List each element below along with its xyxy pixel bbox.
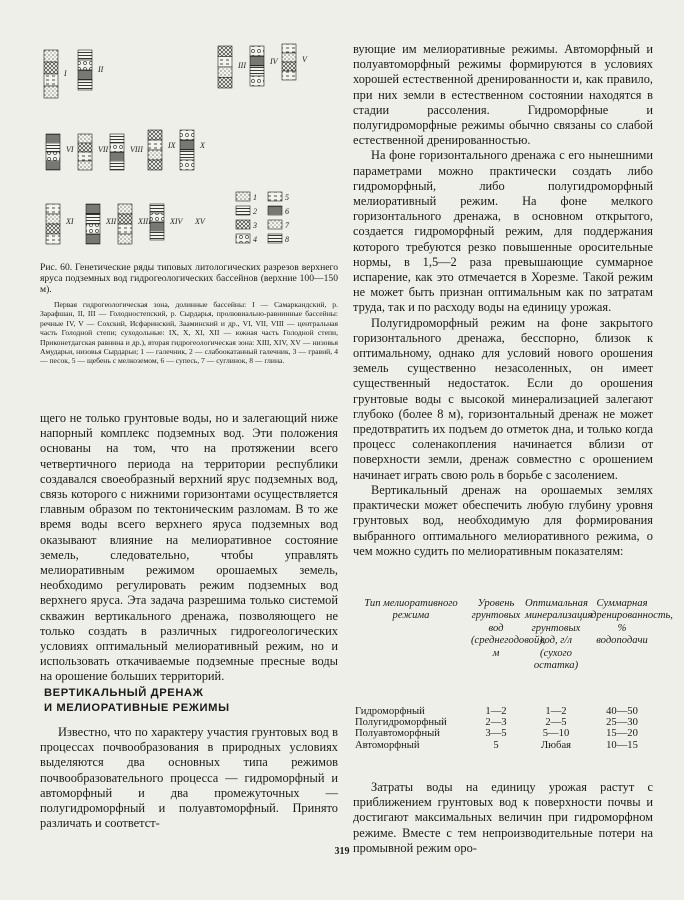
section-heading-line-1: ВЕРТИКАЛЬНЫЙ ДРЕНАЖ xyxy=(44,687,204,699)
lithology-layer xyxy=(44,62,58,74)
page-number: 319 xyxy=(334,846,350,857)
right-paragraph-1: вующие им мелиоративные режимы. Автоморфный и полуавтоморфный режимы формируются в условиях хорошей естественной дренированности и, как правило, при них земли в естественном состоянии находятся в стадии рассоления. Гидроморфные и полугидроморфные режимы обычно связаны со слабой естественной дренированностью. xyxy=(353,42,653,148)
lithology-layer xyxy=(180,150,194,160)
lithology-layer xyxy=(44,86,58,98)
left-paragraph-1: щего не только грунтовые воды, но и залегающий ниже напорный комплекс подземных вод. Эти положения основаны на том, что на протяжении всего четвертичного периода на территории республики создавался своеобразный верхний ярус подземных вод, связь которого с нижними горизонтами осуществляется главным образом по тектоническим разломам. В то же время воды всего верхнего яруса подземных вод оказывают влияние на мелиоративное состояние земель, следовательно, чтобы управлять мелиоративным режимом орошаемых земель, необходимо регулировать режим подземных вод верхнего яруса. Эта задача разрешима только системой скважин вертикального дренажа, позволяющего не только создать в различных гидрогеологических условиях оптимальный мелиоративный режим, но и использовать откачиваемые подземные пресные воды на орошение больших территорий. xyxy=(40,411,338,684)
table-cell: 3—5 xyxy=(485,728,507,740)
lithology-layer xyxy=(110,143,124,152)
table-row xyxy=(355,706,653,717)
lithology-layer xyxy=(46,224,60,234)
table-cell: Полуавтоморфный xyxy=(355,728,440,740)
lithology-layer xyxy=(250,66,264,76)
table-header-cell: Оптимальная минерализация грунтовых вод, г/л (сухого остатка) xyxy=(525,598,593,672)
column-label: XI xyxy=(66,217,74,226)
lithology-layer xyxy=(78,70,92,80)
column-label: I xyxy=(64,69,67,78)
left-column-text xyxy=(40,411,338,685)
column-label: III xyxy=(238,61,246,70)
column-label: VI xyxy=(66,145,74,154)
lithology-layer xyxy=(86,224,100,234)
lithology-layer xyxy=(110,152,124,161)
lithology-layer xyxy=(46,161,60,170)
column-label: VII xyxy=(98,145,109,154)
table-header xyxy=(355,598,673,706)
lithology-layer xyxy=(150,222,164,231)
column-label: XIII xyxy=(138,217,151,226)
lithology-layer xyxy=(46,152,60,161)
column-label: IV xyxy=(270,57,278,66)
lithology-layer xyxy=(110,161,124,170)
lithology-layer xyxy=(46,204,60,214)
figure-legend-text: Первая гидрогеологическая зона, долинные бассейны: I — Самаркандский, р. Зарафшан, II, III — Голодностепский, р. Сырдарья, пролювиально-равнинные бассейны: речные IV, V — Сохский, Исфаринский, Зааминский и др., VI, VII, VIII — центральная часть Голодной степи; суходольные: IX, X, XI, XII — южная часть Голодной степи, Приконетдагская равнина и др.), вторая гидрогеологическая зона: XIII, XIV, XV — низовья Амударьи, низовья Сырдарьи; 1 — галечник, 2 — слабоокатанный галечник, 3 — гравий, 4 — песок, 5 — щебень с мелкоземом, 6 — супесь, 7 — суглинок, 8 — глина. xyxy=(40,300,338,366)
table-cell: 40—50 xyxy=(606,706,638,717)
column-label: VIII xyxy=(130,145,143,154)
column-label: XIV xyxy=(170,217,183,226)
lithology-layer xyxy=(118,214,132,224)
right-paragraph-5: Затраты воды на единицу урожая растут с приближением грунтовых вод к поверхности почвы и достигают максимальных величин при гидроморфном режиме. Вместе с тем непроизводительные потери на промывной режим оро- xyxy=(353,780,653,855)
column-label: XII xyxy=(106,217,117,226)
lithology-layer xyxy=(148,160,162,170)
legend-number: 2 xyxy=(253,207,257,216)
lithology-layer xyxy=(180,160,194,170)
lithology-layer xyxy=(180,130,194,140)
legend-swatch xyxy=(268,192,282,201)
lithology-layer xyxy=(118,234,132,244)
legend-swatch xyxy=(236,234,250,243)
lithology-layer xyxy=(148,140,162,150)
lithology-layer xyxy=(78,152,92,161)
lithology-layer xyxy=(150,204,164,213)
right-column-text xyxy=(353,42,653,559)
lithology-layer xyxy=(86,204,100,214)
caption-title: Рис. 60. Генетические ряды типовых литологических разрезов верхнего яруса подземных вод гидрогеологических бассейнов (верхние 100—150 м). xyxy=(40,262,338,295)
table-cell: 2—3 xyxy=(485,717,507,729)
legend-number: 5 xyxy=(285,193,289,202)
lithology-layer xyxy=(282,71,296,80)
lithology-layer xyxy=(78,50,92,60)
table-cell: 10—15 xyxy=(606,739,638,751)
lithology-layer xyxy=(78,134,92,143)
right-paragraph-4: Вертикальный дренаж на орошаемых землях практически может обеспечить любую глубину уровня грунтовых вод, необходимую для формирования выбранного оптимального мелиоративного режима, о чем можно судить по мелиоративным показателям: xyxy=(353,482,653,558)
table-cell: 1—2 xyxy=(485,706,507,717)
legend-swatch xyxy=(268,234,282,243)
lithology-layer xyxy=(148,150,162,160)
figure-lithology-columns xyxy=(40,42,338,262)
section-heading xyxy=(44,686,338,715)
legend-number: 3 xyxy=(253,221,257,230)
lithology-layer xyxy=(218,78,232,89)
table-row xyxy=(355,740,653,751)
lithology-layer xyxy=(282,53,296,62)
table-row xyxy=(355,728,653,739)
melioration-regimes-table xyxy=(355,598,673,751)
legend-swatch xyxy=(268,206,282,215)
lithology-layer xyxy=(78,80,92,90)
lithology-layer xyxy=(78,143,92,152)
column-label: II xyxy=(98,65,104,74)
lithology-layer xyxy=(44,50,58,62)
left-column-text-2 xyxy=(40,725,338,831)
table-cell: 5 xyxy=(493,739,499,751)
legend-swatch xyxy=(236,220,250,229)
table-header-cell: Суммарная дренированность, % водоподачи xyxy=(591,598,673,647)
lithology-layer xyxy=(46,234,60,244)
lithology-layer xyxy=(110,134,124,143)
lithology-layer xyxy=(250,56,264,66)
legend-swatch xyxy=(236,192,250,201)
lithology-layer xyxy=(218,57,232,68)
lithology-layer xyxy=(282,62,296,71)
column-label: X xyxy=(200,141,205,150)
lithology-layer xyxy=(86,234,100,244)
lithology-layer xyxy=(250,46,264,56)
table-header-cell: Уровень грунтовых вод (среднегодовой), м xyxy=(471,598,546,659)
table-cell: Полугидроморфный xyxy=(355,717,447,729)
column-label: XV xyxy=(195,217,205,226)
lithology-layer xyxy=(118,204,132,214)
lithology-layer xyxy=(78,60,92,70)
left-paragraph-2: Известно, что по характеру участия грунтовых вод в процессах почвообразования в природных условиях выделяются два основных типа режимов почвообразовательного процесса — гидроморфный и автоморфный и два промежуточных — полугидроморфный и полуавтоморфный. Принято различать и соответст- xyxy=(40,725,338,831)
legend-number: 1 xyxy=(253,193,257,202)
lithology-layer xyxy=(218,67,232,78)
lithology-layer xyxy=(250,76,264,86)
lithology-layer xyxy=(150,231,164,240)
table-row xyxy=(355,717,653,728)
table-cell: Гидроморфный xyxy=(355,706,425,717)
legend-number: 8 xyxy=(285,235,289,244)
lithology-layer xyxy=(282,44,296,53)
lithology-layer xyxy=(46,134,60,143)
table-cell: 15—20 xyxy=(606,728,638,740)
legend-number: 7 xyxy=(285,221,289,230)
lithology-layer xyxy=(46,143,60,152)
lithology-layer xyxy=(118,224,132,234)
lithology-layer xyxy=(44,74,58,86)
right-column-text-2 xyxy=(353,780,653,856)
column-label: IX xyxy=(168,141,176,150)
table-cell: Автоморфный xyxy=(355,739,420,751)
figure-caption xyxy=(40,262,338,295)
table-cell: Любая xyxy=(540,739,572,751)
lithology-layer xyxy=(180,140,194,150)
lithology-layer xyxy=(218,46,232,57)
table-cell: 2—5 xyxy=(545,717,567,729)
lithology-layer xyxy=(46,214,60,224)
legend-swatch xyxy=(268,220,282,229)
right-paragraph-3: Полугидроморфный режим на фоне закрытого горизонтального дренажа, бесспорно, близок к оптимальному, однако для условий нового орошения земель существенно незасоленных, он имеет существенный недостаток. Если до орошения грунтовые воды с высокой минерализацией залегают глубоко (более 8 м), горизонтальный дренаж не может предотвратить их подъем до отметок дна, и только когда процесс соленакопления начинается вблизи от поверхности земли, дренаж совместно с орошением начинает играть свою роль в борьбе с засолением. xyxy=(353,315,653,482)
lithology-layer xyxy=(148,130,162,140)
section-heading-line-2: И МЕЛИОРАТИВНЫЕ РЕЖИМЫ xyxy=(44,701,230,714)
lithology-layer xyxy=(78,161,92,170)
legend-number: 6 xyxy=(285,207,289,216)
lithology-layer xyxy=(86,214,100,224)
right-paragraph-2: На фоне горизонтального дренажа с его нынешними параметрами можно практически создать либо гидроморфный, либо полугидроморфный мелиоративный режим. На фоне мелкого горизонтального дренажа, в основном открытого, создается гидроморфный режим, для поддержания которого требуются резко повышенные оросительные нормы, в 1,5—2 раза превышающие суммарное испарение, как это отмечается в Хорезме. Такой режим не может быть признан оптимальным как по затратам труда, так и по расходу воды на единицу урожая. xyxy=(353,148,653,315)
table-header-cell: Тип мелиоративного режима xyxy=(364,598,458,622)
legend-swatch xyxy=(236,206,250,215)
table-cell: 1—2 xyxy=(545,706,567,717)
table-cell: 5—10 xyxy=(542,728,570,740)
column-label: V xyxy=(302,55,307,64)
table-cell: 25—30 xyxy=(606,717,638,729)
legend-number: 4 xyxy=(253,235,257,244)
figure-drawing xyxy=(40,42,338,262)
lithology-layer xyxy=(150,213,164,222)
